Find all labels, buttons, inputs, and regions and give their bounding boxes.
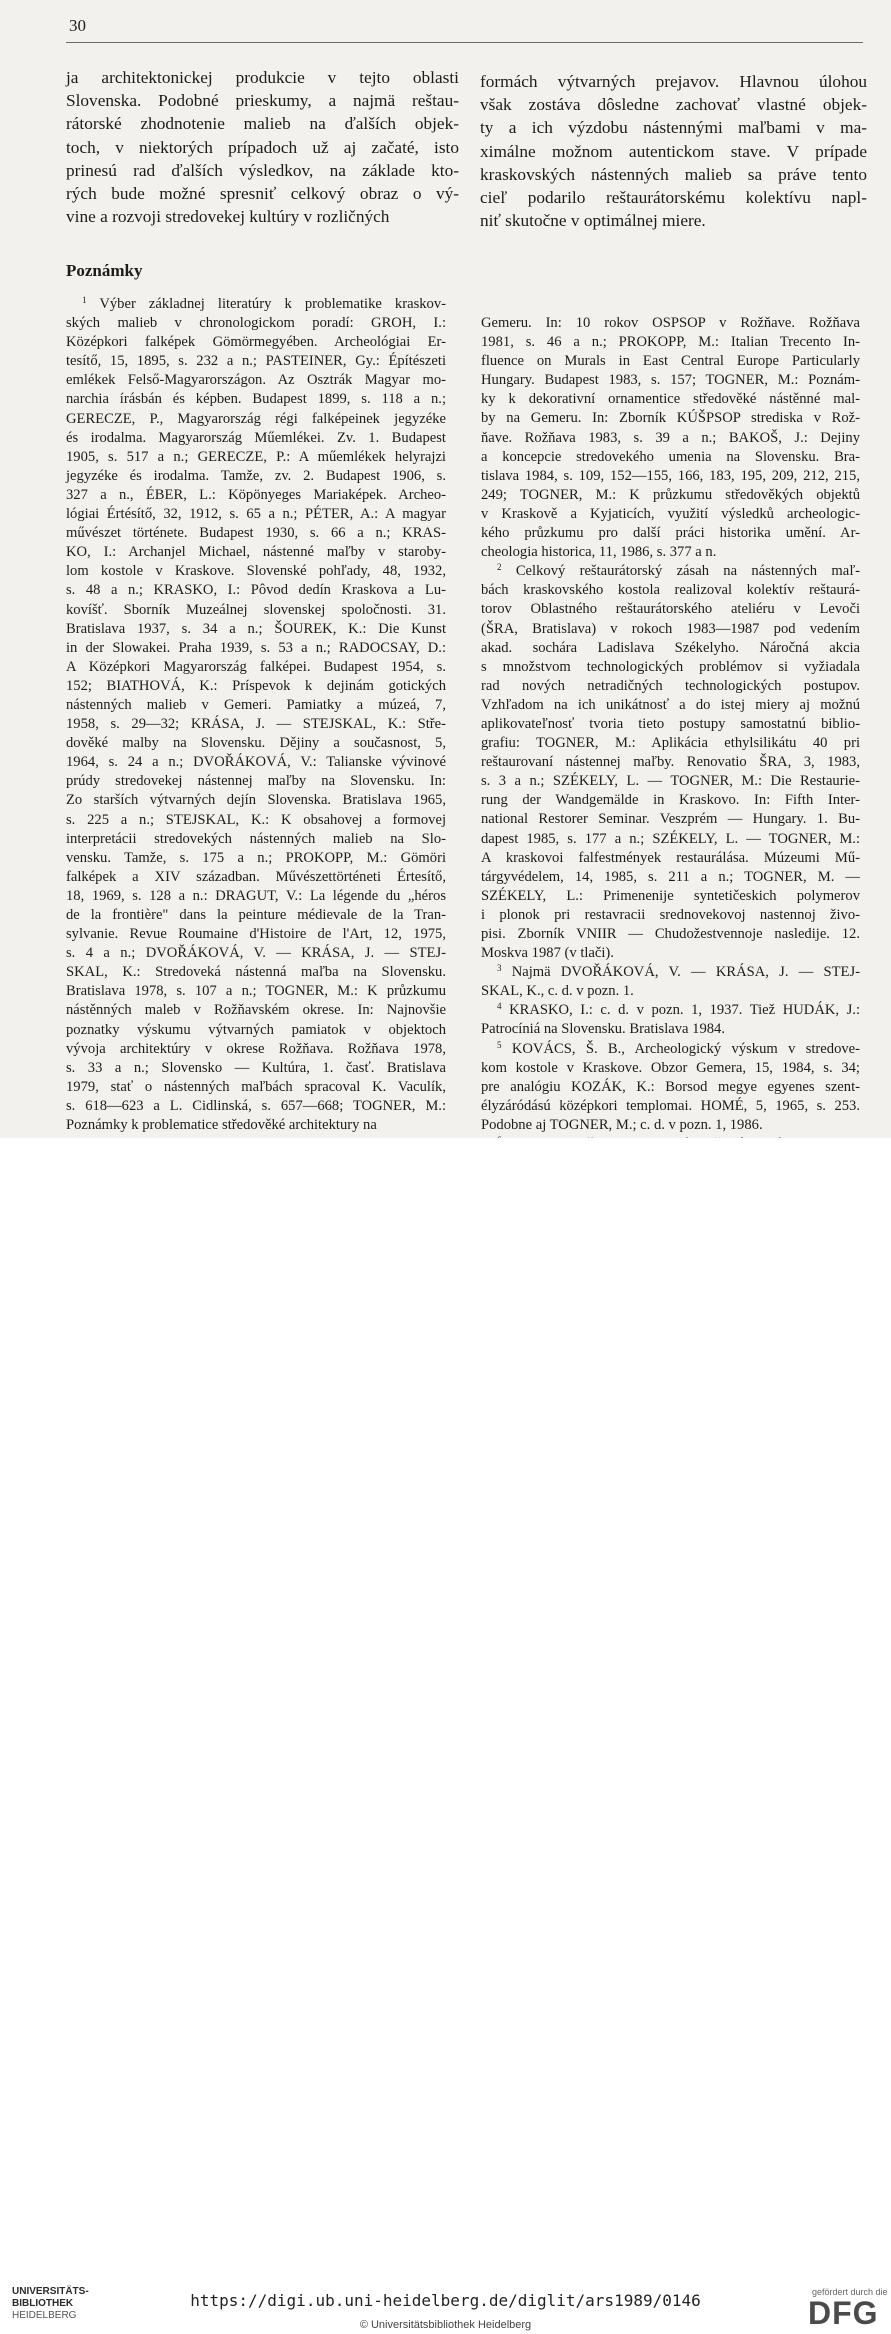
text-line	[66, 410, 446, 429]
text-line	[481, 925, 860, 944]
line-text: by na Gemeru. In: Zborník KÚŠPSOP strediska v Rož-	[481, 410, 860, 427]
line-text: tislava 1984, s. 109, 152—155, 166, 183, 195, 209, 212, 215,	[481, 467, 860, 484]
line-text: Vzhľadom na ich unikátnosť a do istej miery aj možnú	[481, 696, 860, 713]
text-line	[66, 658, 446, 677]
text-line	[66, 390, 446, 409]
line-text: ských malieb v chronologickom poradí: GROH, I.:	[66, 315, 446, 332]
line-text: s. 48 a n.; KRASKO, I.: Pôvod dedín Kraskova a Lu-	[66, 582, 446, 599]
viewer-footer	[0, 1138, 891, 2331]
line-text: torov Oblastného reštaurátorského ateliéru v Levoči	[481, 601, 860, 618]
page-number: 30	[69, 16, 86, 35]
funding-label: gefördert durch die	[812, 2287, 888, 2297]
text-line	[66, 1059, 446, 1078]
text-line	[66, 868, 446, 887]
text-line	[66, 601, 446, 620]
line-text: s. 4 a n.; DVOŘÁKOVÁ, V. — KRÁSA, J. — STEJ-	[66, 945, 446, 962]
permalink-url[interactable]: https://digi.ub.uni-heidelberg.de/diglit/ars1989/0146	[190, 2291, 701, 2310]
text-line	[481, 753, 860, 772]
notes-column-right	[481, 314, 860, 1154]
line-text: lógiai Értésítő, 32, 1912, s. 65 a n.; PÉTER, A.: A magyar	[66, 506, 446, 523]
text-line	[481, 600, 860, 619]
line-text: dověké malby na Slovensku. Dějiny a současnost, 5,	[66, 735, 446, 752]
line-text: aplikovateľnosť tvoria tieto postupy samostatnú biblio-	[481, 715, 860, 732]
text-line	[481, 1116, 860, 1135]
text-line	[481, 734, 860, 753]
line-text: akad. sochára Ladislava Székelyho. Náročná akcia	[481, 639, 860, 656]
line-text: reštaurovaní nástennej maľby. Renovatio ŠRA, 3, 1983,	[481, 754, 860, 771]
text-line	[481, 409, 860, 428]
text-line	[66, 753, 446, 772]
line-text: lom kostole v Kraskove. Slovenské pohľady, 48, 1932,	[66, 563, 446, 580]
line-text: rad nových netradičných technologických postupov.	[481, 677, 860, 694]
line-text: rung der Wandgemälde in Kraskovo. In: Fifth Inter-	[481, 792, 860, 809]
text-line	[66, 677, 446, 696]
line-text: rých bude možné spresniť celkový obraz o vý-	[66, 184, 459, 204]
text-line	[66, 543, 446, 562]
text-line	[481, 352, 860, 371]
text-line	[66, 1097, 446, 1116]
text-line	[481, 467, 860, 486]
text-line	[66, 963, 446, 982]
text-line	[66, 333, 446, 352]
text-line	[481, 1059, 860, 1078]
footnote-marker: 3	[497, 963, 502, 974]
line-text: vývoja architektúry v okrese Rožňava. Rožňava 1978,	[66, 1040, 446, 1057]
text-line	[481, 1040, 860, 1059]
line-text: sylvanie. Revue Roumaine d'Histoire de l'Art, 12, 1975,	[66, 926, 446, 943]
line-text: jegyzéke és irodalma. Tamže, zv. 2. Budapest 1906, s.	[66, 467, 446, 484]
text-line	[66, 371, 446, 390]
line-text: interpretácii stredovekých nástenných malieb na Slo-	[66, 830, 446, 847]
line-text: vine a rozvoji stredovekej kultúry v rozličných	[66, 207, 390, 227]
body-column-right	[480, 70, 867, 232]
text-line	[481, 810, 860, 829]
text-line	[481, 429, 860, 448]
text-line	[66, 849, 446, 868]
line-text: v Kraskově a Kyjaticích, využití výsledků archeologic-	[481, 505, 860, 522]
text-line	[481, 581, 860, 600]
scanned-page	[0, 0, 891, 1138]
line-text: kého průzkumu pro další práci historika umění. Ar-	[481, 525, 860, 542]
text-line	[66, 925, 446, 944]
copyright-notice: © Universitätsbibliothek Heidelberg	[359, 2319, 532, 2331]
text-line	[66, 830, 446, 849]
line-text: Hungary. Budapest 1983, s. 157; TOGNER, M.: Poznám-	[481, 372, 860, 389]
text-line	[481, 696, 860, 715]
line-text: national Restorer Seminar. Veszprém — Hungary. 1. Bu-	[481, 811, 860, 828]
line-text: SZÉKELY, L.: Primenenije syntetičeskich polymerov	[481, 887, 860, 904]
text-line	[66, 314, 446, 333]
line-text: 1981, s. 46 a n.; PROKOPP, M.: Italian Trecento In-	[481, 334, 860, 351]
line-text: poznatky výskumu výtvarných pamiatok v objektoch	[66, 1021, 446, 1038]
line-text: nástěnných maleb v Rožňavském okrese. In: Najnovšie	[66, 1002, 446, 1019]
line-text: SKAL, K., c. d. v pozn. 1.	[481, 983, 634, 1000]
line-text: és irodalma. Magyarország Műemlékei. Zv. 1. Budapest	[66, 429, 446, 446]
line-text: pisi. Zborník VNIIR — Chudožestvennoje nasledije. 12.	[481, 926, 860, 942]
line-text: KO, I.: Archanjel Michael, nástenné maľby v staroby-	[66, 544, 446, 561]
line-text: Poznámky k problematice středověké architektury na	[66, 1117, 377, 1134]
text-line	[66, 639, 446, 658]
line-text: emlékek Felső-Magyarországon. Az Osztrák Magyar mo-	[66, 372, 446, 389]
line-text: prinesú rad ďalších výsledkov, na základe kto-	[66, 160, 459, 180]
library-name-line-1: UNIVERSITÄTS-	[12, 2286, 89, 2297]
text-line	[481, 715, 860, 734]
text-line	[66, 524, 446, 543]
text-line	[481, 1001, 860, 1020]
text-line	[66, 562, 446, 581]
text-line	[66, 906, 446, 925]
line-text: prúdy stredovekej nástennej maľby na Slovensku. In:	[66, 773, 446, 790]
text-line	[66, 715, 446, 734]
text-line	[66, 1001, 446, 1020]
text-line	[481, 887, 860, 906]
line-text: však zostáva dôsledne zachovať vlastné objek-	[480, 95, 867, 115]
line-text: 327 a n., ÉBER, L.: Köpönyeges Mariaképek. Archeo-	[66, 486, 446, 503]
text-line	[66, 352, 446, 371]
text-line	[481, 677, 860, 696]
text-line	[481, 1097, 860, 1116]
line-text: tárgyvédelem, 14, 1985, s. 211 a n.; TOGNER, M. —	[481, 868, 860, 885]
line-text: kom kostole v Kraskove. Obzor Gemera, 15, 1984, s. 34;	[481, 1059, 860, 1076]
library-name-line-3: HEIDELBERG	[12, 2310, 77, 2321]
text-line	[66, 448, 446, 467]
line-text: rátorské zhodnotenie malieb na ďalších objek-	[66, 114, 459, 134]
text-line	[66, 1040, 446, 1059]
header-rule	[66, 42, 863, 43]
line-text: Bratislava 1937, s. 34 a n.; ŠOUREK, K.: Die Kunst	[66, 620, 446, 637]
line-text: 18, 1969, s. 128 a n.: DRAGUT, V.: La légende du „héros	[66, 887, 446, 904]
line-text: Výber základnej literatúry k problematike kraskov-	[99, 296, 446, 312]
footnote-marker: 5	[497, 1039, 502, 1050]
line-text: GERECZE, P., Magyarország régi falképeinek jegyzéke	[66, 410, 446, 427]
body-column-left	[66, 66, 459, 228]
line-text: SKAL, K.: Stredoveká nástenná maľba na Slovensku.	[66, 964, 446, 981]
text-line	[481, 791, 860, 810]
text-line	[66, 429, 446, 448]
text-line	[66, 112, 459, 135]
text-line	[66, 620, 446, 639]
line-text: 1979, stať o nástenných maľbách spracoval K. Vaculík,	[66, 1078, 446, 1095]
text-line	[480, 186, 867, 209]
line-text: kovíšť. Sborník Muzeálnej slovenskej spoločnosti. 31.	[66, 601, 446, 618]
text-line	[481, 868, 860, 887]
text-line	[480, 209, 867, 232]
text-line	[66, 66, 459, 89]
line-text: cieľ podarilo reštaurátorskému kolektívu napl-	[480, 188, 867, 208]
text-line	[66, 467, 446, 486]
line-text: vensku. Tamže, s. 175 a n.; PROKOPP, M.: Gömöri	[66, 849, 446, 866]
line-text: falképek a XIV században. Művészettörténeti Értesítő,	[66, 868, 446, 885]
text-line	[66, 982, 446, 1001]
text-line	[66, 205, 459, 228]
text-line	[481, 944, 860, 963]
line-text: dapest 1985, s. 177 a n.; SZÉKELY, L. — TOGNER, M.:	[481, 830, 860, 847]
text-line	[66, 505, 446, 524]
library-name-line-2: BIBLIOTHEK	[12, 2298, 74, 2309]
notes-column-left	[66, 295, 446, 1135]
line-text: fluence on Murals in East Central Europe Particularly	[481, 353, 860, 370]
text-line	[66, 696, 446, 715]
line-text: Celkový reštaurátorský zásah na nástenných maľ-	[515, 563, 860, 580]
line-text: KOVÁCS, Š. B., Archeologický výskum v stredove-	[511, 1040, 861, 1057]
line-text: kraskovských nástenných malieb sa práve tento	[480, 164, 867, 184]
line-text: narchia írásbán és képben. Budapest 1899, s. 118 a n.;	[66, 391, 446, 408]
line-text: i plonok pri restavracii srednovekovoj nastennoj živo-	[481, 906, 860, 923]
notes-heading: Poznámky	[66, 261, 143, 280]
text-line	[480, 93, 867, 116]
line-text: ximálne možnom autentickom stave. V prípade	[480, 141, 867, 161]
text-line	[66, 791, 446, 810]
dfg-logo[interactable]: DFG	[808, 2295, 879, 2331]
footnote-marker: 1	[82, 295, 87, 305]
text-line	[481, 371, 860, 390]
line-text: bách kraskovského kostola realizoval kolektív reštaurá-	[481, 582, 860, 599]
text-line	[480, 163, 867, 186]
text-line	[481, 982, 860, 1001]
text-line	[66, 581, 446, 600]
text-line	[66, 486, 446, 505]
text-line	[66, 1078, 446, 1097]
line-text: KRASKO, I.: c. d. v pozn. 1, 1937. Tiež HUDÁK, J.:	[509, 1002, 860, 1019]
line-text: ky k dekorativní ornamentice středověké nástěnné mal-	[481, 391, 860, 408]
text-line	[66, 811, 446, 830]
text-line	[480, 140, 867, 163]
line-text: Patrocíniá na Slovensku. Bratislava 1984.	[481, 1021, 725, 1038]
text-line	[481, 849, 860, 868]
line-text: A Középkori Magyarország falképei. Budapest 1954, s.	[66, 658, 446, 675]
line-text: Bratislava 1978, s. 107 a n.; TOGNER, M.: K průzkumu	[66, 983, 446, 1000]
text-line	[66, 136, 459, 159]
text-line	[481, 486, 860, 505]
line-text: s. 3 a n.; SZÉKELY, L. — TOGNER, M.: Die Restaurie-	[481, 773, 860, 790]
line-text: 1958, s. 29—32; KRÁSA, J. — STEJSKAL, K.: Stře-	[66, 716, 446, 733]
line-text: tesítő, 15, 1895, s. 232 a n.; PASTEINER, Gy.: Építészeti	[66, 353, 446, 370]
text-line	[66, 159, 459, 182]
line-text: Gemeru. In: 10 rokov OSPSOP v Rožňave. Rožňava	[481, 315, 860, 331]
line-text: Slovenska. Podobné prieskumy, a najmä reštau-	[66, 91, 459, 111]
line-text: a koncepcie stredovekého umenia na Slovensku. Bra-	[481, 448, 860, 465]
footnote-marker: 4	[497, 1001, 502, 1012]
line-text: s. 618—623 a L. Cidlinská, s. 657—668; TOGNER, M.:	[66, 1097, 446, 1114]
text-line	[481, 390, 860, 409]
text-line	[481, 543, 860, 562]
line-text: in der Slowakei. Praha 1939, s. 53 a n.; RADOCSAY, D.:	[66, 639, 446, 656]
text-line	[481, 505, 860, 524]
text-line	[481, 333, 860, 352]
text-line	[481, 906, 860, 925]
line-text: A kraskovoi falfestmények restaurálása. Múzeumi Mű-	[481, 849, 860, 866]
line-text: Najmä DVOŘÁKOVÁ, V. — KRÁSA, J. — STEJ-	[511, 964, 860, 981]
text-line	[481, 639, 860, 658]
line-text: toch, v niektorých prípadoch už aj začaté, isto	[66, 137, 459, 157]
text-line	[481, 448, 860, 467]
text-line	[481, 620, 860, 639]
text-line	[481, 314, 860, 333]
line-text: (ŠRA, Bratislava) v rokoch 1983—1987 pod vedením	[481, 620, 860, 637]
text-line	[66, 734, 446, 753]
line-text: nástenných malieb v Gemeri. Pamiatky a múzeá, 7,	[66, 696, 446, 713]
line-text: pre analógiu KOZÁK, K.: Borsod megye egyenes szent-	[481, 1078, 860, 1095]
line-text: grafiu: TOGNER, M.: Aplikácia ethylsilikátu 40 pri	[481, 735, 860, 752]
text-line	[480, 70, 867, 93]
text-line	[481, 963, 860, 982]
text-line	[66, 1116, 446, 1135]
line-text: ty a ich výzdobu nástennými maľbami v ma-	[480, 118, 867, 138]
line-text: s. 33 a n.; Slovensko — Kultúra, 1. časť. Bratislava	[66, 1059, 446, 1076]
text-line	[66, 772, 446, 791]
line-text: 152; BIATHOVÁ, K.: Príspevok k dejinám gotických	[66, 677, 446, 694]
text-line	[481, 562, 860, 581]
line-text: Podobne aj TOGNER, M.; c. d. v pozn. 1, 1986.	[481, 1116, 763, 1133]
line-text: Moskva 1987 (v tlači).	[481, 945, 614, 962]
text-line	[66, 887, 446, 906]
text-line	[481, 830, 860, 849]
text-line	[66, 89, 459, 112]
line-text: s množstvom technologických problémov si vyžiadala	[481, 658, 860, 675]
line-text: Zo starších výtvarných dejín Slovenska. Bratislava 1965,	[66, 792, 446, 809]
line-text: 1905, s. 517 a n.; GERECZE, P.: A műemlékek helyrajzi	[66, 448, 446, 465]
line-text: élyzáródású középkori templomai. HOMÉ, 5, 1965, s. 253.	[481, 1097, 860, 1114]
line-text: művészet története. Budapest 1930, s. 66 a n.; KRAS-	[66, 525, 446, 542]
text-line	[481, 1078, 860, 1097]
line-text: de la frontière" dans la peinture médievale de la Tran-	[66, 907, 446, 923]
line-text: niť skutočne v optimálnej miere.	[480, 211, 706, 231]
text-line	[481, 658, 860, 677]
text-line	[480, 116, 867, 139]
text-line	[66, 295, 446, 314]
line-text: formách výtvarných prejavov. Hlavnou úlohou	[480, 72, 867, 91]
line-text: ja architektonickej produkcie v tejto oblasti	[66, 68, 459, 87]
text-line	[66, 182, 459, 205]
line-text: cheologia historica, 11, 1986, s. 377 a n.	[481, 544, 717, 561]
line-text: 1964, s. 24 a n.; DVOŘÁKOVÁ, V.: Talianske vývinové	[66, 754, 446, 771]
text-line	[481, 772, 860, 791]
text-line	[481, 1020, 860, 1039]
text-line	[66, 1021, 446, 1040]
line-text: ňave. Rožňava 1983, s. 39 a n.; BAKOŠ, J.: Dejiny	[481, 429, 860, 446]
text-line	[481, 524, 860, 543]
text-line	[66, 944, 446, 963]
line-text: Középkori falképek Gömörmegyében. Archeológiai Er-	[66, 334, 446, 351]
line-text: s. 225 a n.; STEJSKAL, K.: K obsahovej a formovej	[66, 811, 446, 828]
footnote-marker: 2	[497, 562, 502, 573]
line-text: 249; TOGNER, M.: K průzkumu středověkých objektů	[481, 486, 860, 503]
